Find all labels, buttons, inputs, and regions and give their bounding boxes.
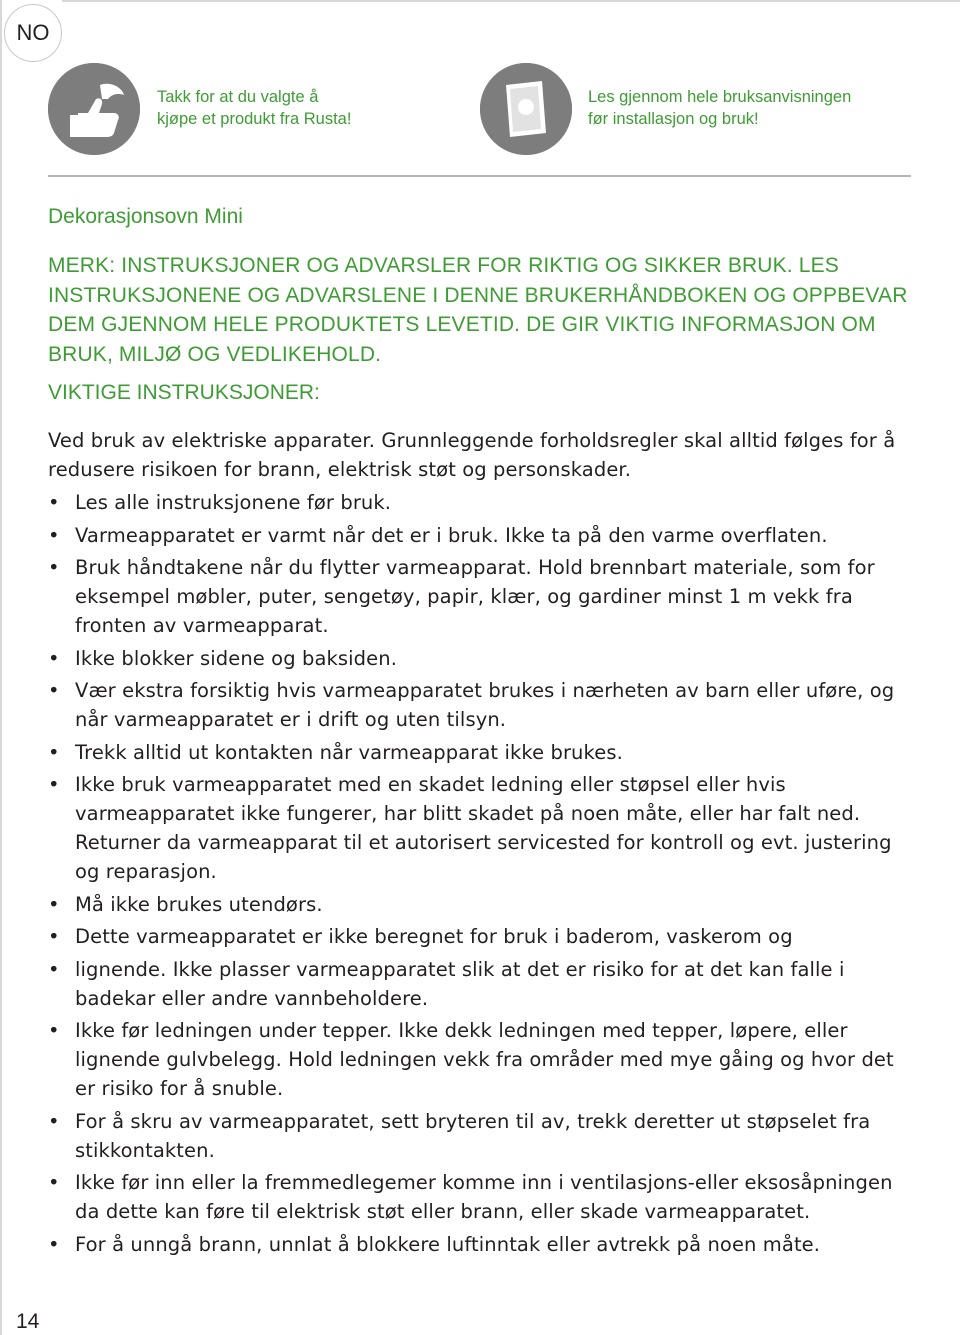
list-item xyxy=(48,922,918,951)
list-item-text: Ikke før inn eller la fremmedlegemer komme inn i ventilasjons-eller eksosåpningen da dette kan føre til elektrisk støt eller brann, eller skade varmeapparatet. xyxy=(75,1171,893,1223)
header-divider xyxy=(48,175,911,177)
list-item xyxy=(48,1016,918,1103)
merk-notice: MERK: INSTRUKSJONER OG ADVARSLER FOR RIKTIG OG SIKKER BRUK. LES INSTRUKSJONENE OG ADVARSLENE I DENNE BRUKERHÅNDBOKEN OG OPPBEVAR DEM GJENNOM HELE PRODUKTETS LEVETID. DE GIR VIKTIG INFORMASJON OM BRUK, MILJØ OG VEDLIKEHOLD. xyxy=(48,254,908,366)
list-item xyxy=(48,738,918,767)
intro-paragraph: Ved bruk av elektriske apparater. Grunnleggende forholdsregler skal alltid følges for å redusere risikoen for brann, elektrisk støt og personskader. xyxy=(48,429,896,481)
read-line-1: Les gjennom hele bruksanvisningen xyxy=(588,88,852,106)
list-item xyxy=(48,890,918,919)
list-item-text: lignende. Ikke plasser varmeapparatet slik at det er risiko for at det kan falle i badekar eller andre vannbeholdere. xyxy=(75,957,845,1010)
list-item-text: Varmeapparatet er varmt når det er i bruk. Ikke ta på den varme overflaten. xyxy=(75,523,828,547)
list-item-text: Ikke blokker sidene og baksiden. xyxy=(75,646,398,670)
bullet-icon: • xyxy=(48,740,60,764)
list-item-text: Dette varmeapparatet er ikke beregnet for bruk i baderom, vaskerom og xyxy=(75,925,793,948)
list-item-text: Les alle instruksjonene før bruk. xyxy=(75,491,392,514)
bullet-icon: • xyxy=(48,1171,60,1194)
safety-instructions-list xyxy=(48,488,918,1259)
bullet-icon: • xyxy=(48,491,60,514)
list-item xyxy=(48,1107,918,1165)
list-item-text: Ikke bruk varmeapparatet med en skadet ledning eller støpsel eller hvis varmeapparatet ikke fungerer, har blitt skadet på noen måte, eller har falt ned. Returner da varmeapparat til et autorisert servicested for kontroll og evt. justering og reparasjon. xyxy=(75,773,892,883)
bullet-icon: • xyxy=(48,1109,60,1133)
list-item xyxy=(48,553,918,640)
bullet-icon: • xyxy=(48,523,60,547)
bullet-icon: • xyxy=(48,957,60,981)
list-item xyxy=(48,521,918,550)
list-item-text: Trekk alltid ut kontakten når varmeapparat ikke brukes. xyxy=(75,740,623,764)
bullet-icon: • xyxy=(48,1232,60,1256)
list-item-text: Bruk håndtakene når du flytter varmeapparat. Hold brennbart materiale, som for eksempel møbler, puter, sengetøy, papir, klær, og gardiner minst 1 m vekk fra fronten av varmeapparat. xyxy=(75,556,875,637)
main-content xyxy=(48,203,918,1262)
page-number: 14 xyxy=(16,1310,40,1333)
bullet-icon: • xyxy=(48,1019,60,1042)
list-item xyxy=(48,676,918,734)
read-line-2: før installasjon og bruk! xyxy=(588,110,759,128)
bullet-icon: • xyxy=(48,925,60,948)
product-title: Dekorasjonsovn Mini xyxy=(48,205,243,228)
bullet-icon: • xyxy=(48,646,60,670)
thanks-line-1: Takk for at du valgte å xyxy=(157,88,319,106)
bullet-icon: • xyxy=(48,892,60,916)
manual-book-icon xyxy=(480,63,572,155)
page-border-left xyxy=(0,0,2,1335)
bullet-icon: • xyxy=(48,556,60,579)
list-item xyxy=(48,644,918,673)
thanks-line-2: kjøpe et produkt fra Rusta! xyxy=(157,110,352,128)
thumbs-up-icon xyxy=(48,63,140,155)
list-item xyxy=(48,1230,918,1259)
bullet-icon: • xyxy=(48,773,60,796)
important-instructions-heading: VIKTIGE INSTRUKSJONER: xyxy=(48,381,320,404)
list-item xyxy=(48,1168,918,1226)
list-item xyxy=(48,955,918,1013)
list-item-text: Vær ekstra forsiktig hvis varmeapparatet brukes i nærheten av barn eller uføre, og når varmeapparatet er i drift og uten tilsyn. xyxy=(75,679,895,731)
list-item xyxy=(48,488,918,517)
read-manual-message xyxy=(588,86,851,130)
list-item-text: For å skru av varmeapparatet, sett bryteren til av, trekk deretter ut støpselet fra stikkontakten. xyxy=(75,1109,871,1162)
bullet-icon: • xyxy=(48,679,60,702)
list-item-text: For å unngå brann, unnlat å blokkere luftinntak eller avtrekk på noen måte. xyxy=(75,1232,821,1256)
list-item xyxy=(48,770,918,886)
list-item-text: Må ikke brukes utendørs. xyxy=(75,892,323,916)
list-item-text: Ikke før ledningen under tepper. Ikke dekk ledningen med tepper, løpere, eller lignende gulvbelegg. Hold ledningen vekk fra områder med mye gåing og hvor det er risiko for å snuble. xyxy=(75,1019,894,1100)
page-border-top xyxy=(62,0,960,2)
language-badge: NO xyxy=(4,4,62,62)
thanks-message xyxy=(157,86,351,130)
